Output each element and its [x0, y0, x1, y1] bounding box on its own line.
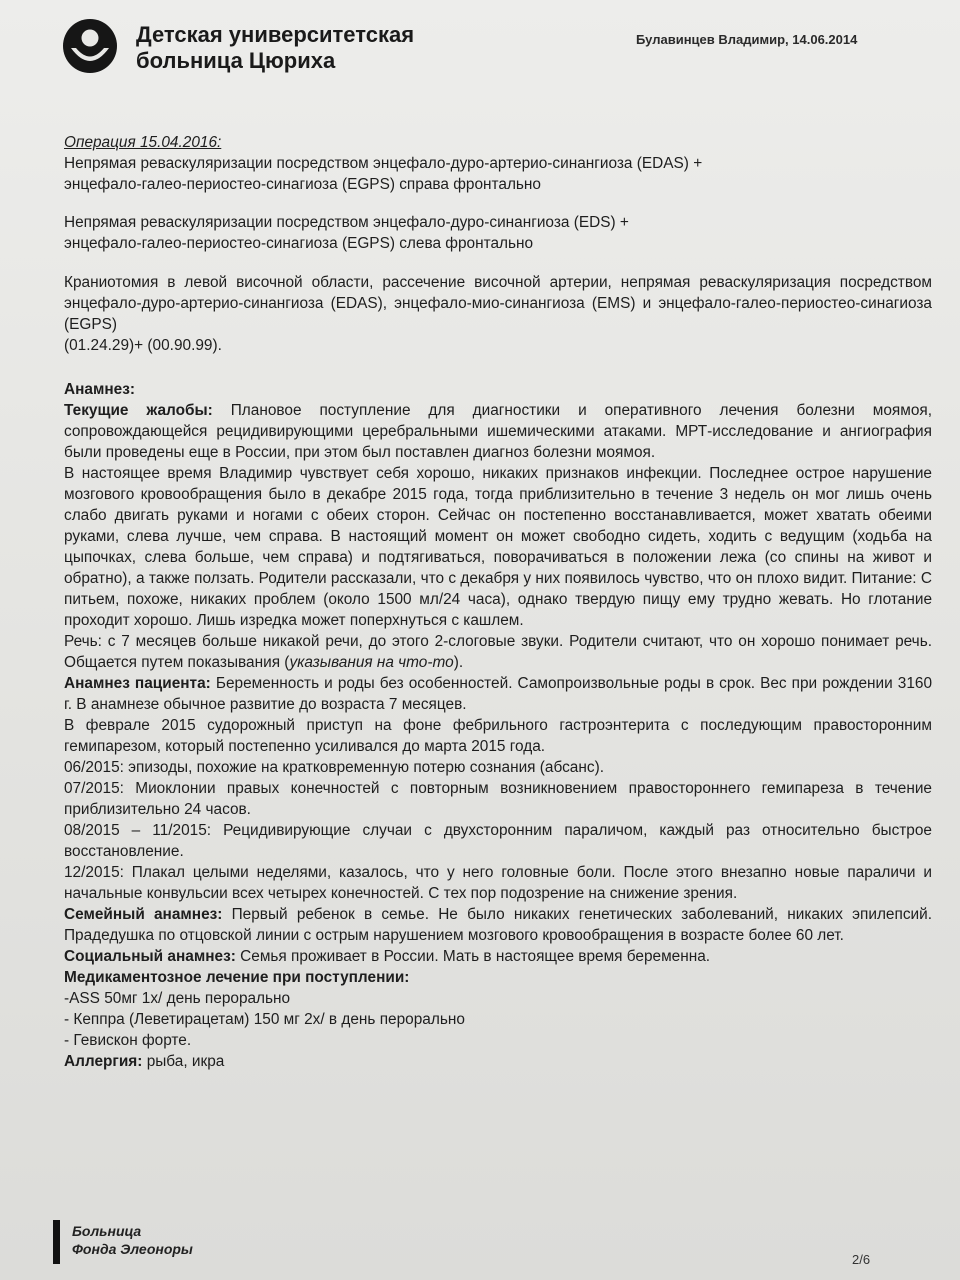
- operation-codes: (01.24.29)+ (00.90.99).: [64, 337, 222, 354]
- episode-text: 12/2015: Плакал целыми неделями, казалось, что у него головные боли. После этого внезапно новые параличи и начальные конвульсии всех четырех конечностей. С тех пор подозрение на снижение зрения.: [64, 864, 932, 902]
- operation-title: Операция 15.04.2016:: [64, 134, 222, 151]
- episode-text: 06/2015: эпизоды, похожие на кратковременную потерю сознания (абсанс).: [64, 759, 604, 776]
- february-episode-text: В феврале 2015 судорожный приступ на фоне фебрильного гастроэнтерита с последующим правосторонним гемипарезом, который постепенно усиливался до марта 2015 года.: [64, 717, 932, 755]
- medications-label: Медикаментозное лечение при поступлении:: [64, 969, 410, 986]
- family-history-label: Семейный анамнез:: [64, 906, 223, 923]
- speech-end: ).: [453, 654, 464, 671]
- operation-line: энцефало-галео-периостео-синагиоза (EGPS) справа фронтально: [64, 176, 541, 193]
- patient-history-text: Беременность и роды без особенностей. Самопроизвольные роды в срок. Вес при рождении 3160 г. В анамнезе обычное развитие до возраста 7 месяцев.: [64, 675, 933, 713]
- patient-history-label: Анамнез пациента:: [64, 675, 211, 692]
- footer-line1: Больница: [72, 1223, 142, 1239]
- social-history-text: Семья проживает в России. Мать в настоящее время беременна.: [240, 948, 711, 965]
- hospital-name-line2: больница Цюриха: [136, 48, 336, 73]
- medication-item: - Гевискон форте.: [64, 1032, 192, 1049]
- operation-description: Краниотомия в левой височной области, рассечение височной артерии, непрямая реваскуляризация посредством энцефало-дуро-артерио-синангиоза (EDAS), энцефало-мио-синангиоза (EMS) и энцефало-галео-периостео-синагиоза (EGPS): [64, 274, 932, 333]
- family-history-text: Первый ребенок в семье. Не было никаких генетических заболеваний, никаких эпилепсий. Прадедушка по отцовской линии с острым нарушением мозгового кровообращения в возрасте более 60 лет.: [64, 906, 932, 944]
- allergy-text: рыба, икра: [146, 1053, 225, 1070]
- medication-item: -ASS 50мг 1х/ день перорально: [64, 990, 291, 1007]
- hospital-logo-icon: [62, 18, 118, 74]
- episode-text: 07/2015: Миоклонии правых конечностей с повторным возникновением правостороннего гемипареза в течение приблизительно 24 часов.: [64, 780, 932, 818]
- patient-name-date: Булавинцев Владимир, 14.06.2014: [636, 32, 858, 47]
- footer-line2: Фонда Элеоноры: [72, 1241, 193, 1257]
- document-body: [64, 132, 932, 1072]
- hospital-name-line1: Детская университетская: [136, 22, 415, 47]
- operation-line: Непрямая реваскуляризации посредством энцефало-дуро-синангиоза (EDS) +: [64, 214, 629, 231]
- page-number: 2/6: [852, 1252, 871, 1267]
- speech-text: Речь: с 7 месяцев больше никакой речи, до этого 2-слоговые звуки. Родители считают, что он хорошо понимает речь. Общается путем показывания (: [64, 633, 932, 671]
- hospital-name: [136, 22, 414, 74]
- operation-line: Непрямая реваскуляризации посредством энцефало-дуро-артерио-синангиоза (EDAS) +: [64, 155, 703, 172]
- episode-text: 08/2015 – 11/2015: Рецидивирующие случаи с двухсторонним параличом, каждый раз относительно быстрое восстановление.: [64, 822, 932, 860]
- complaints-label: Текущие жалобы:: [64, 402, 213, 419]
- speech-paragraph: [64, 631, 932, 673]
- complaints-text: Плановое поступление для диагностики и оперативного лечения болезни моямоя, сопровождающейся рецидивирующими церебральными ишемическими атаками. МРТ-исследование и ангиография были проведены еще в России, при этом был поставлен диагноз болезни моямоя.: [64, 402, 932, 461]
- medication-item: - Кеппра (Леветирацетам) 150 мг 2х/ в день перорально: [64, 1011, 465, 1028]
- speech-italic: указывания на что-то: [289, 654, 454, 671]
- social-history-label: Социальный анамнез:: [64, 948, 236, 965]
- footer-foundation-name: [72, 1222, 193, 1258]
- anamnesis-heading: Анамнез:: [64, 381, 135, 398]
- footer-bar: [53, 1220, 60, 1264]
- allergy-label: Аллергия:: [64, 1053, 143, 1070]
- operation-line: энцефало-галео-периостео-синагиоза (EGPS) слева фронтально: [64, 235, 534, 252]
- current-status-text: В настоящее время Владимир чувствует себя хорошо, никаких признаков инфекции. Последнее острое нарушение мозгового кровообращения было в декабре 2015 года, тогда приблизительно в течение 3 недель он мог лишь очень слабо двигать руками и ногами с обеих сторон. Сейчас он постепенно восстанавливается, может хватать обеими руками, слева лучше, чем справа. В настоящий момент он может свободно сидеть, ходить с ведущим (ходьба на цыпочках, слева больше, чем справа) и подтягиваться, поворачиваться в положении лежа (со спины на живот и обратно), а также ползать. Родители рассказали, что с декабря у них появилось чувство, что он плохо видит. Питание: С питьем, похоже, никаких проблем (около 1500 мл/24 часа), однако твердую пищу ему трудно жевать. Но глотание проходит хорошо. Лишь изредка может поперхнуться с кашлем.: [64, 465, 932, 629]
